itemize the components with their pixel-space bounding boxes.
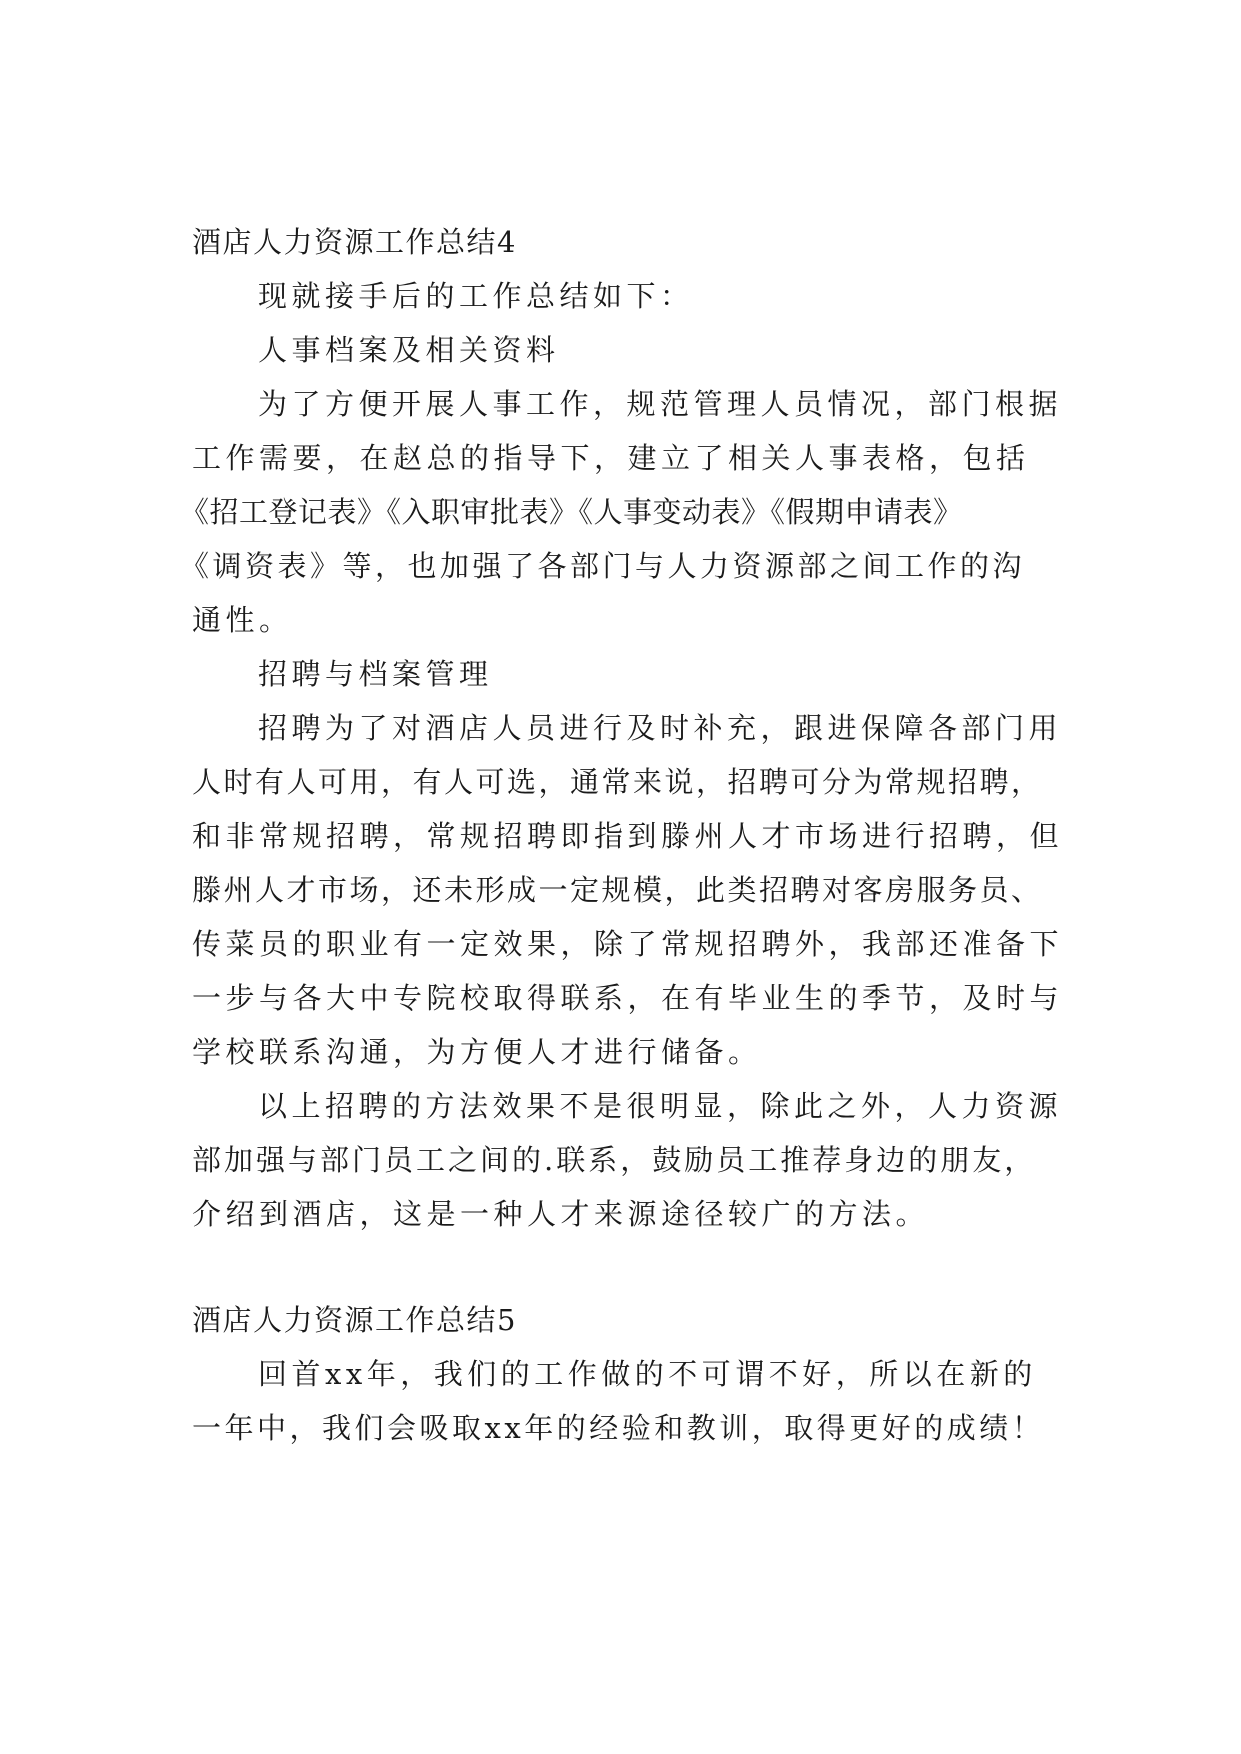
section-5-title: 酒店人力资源工作总结5 bbox=[192, 1303, 517, 1337]
subheading-personnel-files: 人事档案及相关资料 bbox=[258, 333, 560, 367]
paragraph-line: 学校联系沟通，为方便人才进行储备。 bbox=[192, 1035, 762, 1069]
paragraph-line: 通性。 bbox=[192, 603, 293, 637]
section-4-title: 酒店人力资源工作总结4 bbox=[192, 225, 517, 259]
paragraph-line: 一步与各大中专院校取得联系，在有毕业生的季节，及时与 bbox=[192, 981, 1064, 1015]
paragraph-line: 回首xx年，我们的工作做的不可谓不好，所以在新的 bbox=[258, 1357, 1037, 1391]
paragraph-line: 现就接手后的工作总结如下： bbox=[258, 279, 694, 313]
paragraph-line: 一年中，我们会吸取xx年的经验和教训，取得更好的成绩！ bbox=[192, 1411, 1045, 1445]
paragraph-line: 传菜员的职业有一定效果，除了常规招聘外，我部还准备下 bbox=[192, 927, 1064, 961]
subheading-recruitment: 招聘与档案管理 bbox=[258, 657, 493, 691]
paragraph-line: 为了方便开展人事工作，规范管理人员情况，部门根据 bbox=[258, 387, 1063, 421]
paragraph-line: 《调资表》等，也加强了各部门与人力资源部之间工作的沟 bbox=[180, 549, 1026, 583]
paragraph-line: 滕州人才市场，还未形成一定规模，此类招聘对客房服务员、 bbox=[192, 873, 1043, 907]
paragraph-line: 以上招聘的方法效果不是很明显，除此之外，人力资源 bbox=[258, 1089, 1063, 1123]
paragraph-line: 介绍到酒店，这是一种人才来源途径较广的方法。 bbox=[192, 1197, 930, 1231]
paragraph-line: 工作需要，在赵总的指导下，建立了相关人事表格，包括 bbox=[192, 441, 1030, 475]
paragraph-line: 和非常规招聘，常规招聘即指到滕州人才市场进行招聘，但 bbox=[192, 819, 1064, 853]
paragraph-line: 招聘为了对酒店人员进行及时补充，跟进保障各部门用 bbox=[258, 711, 1063, 745]
paragraph-line: 《招工登记表》《入职审批表》《人事变动表》《假期申请表》 bbox=[180, 495, 963, 529]
paragraph-line: 部加强与部门员工之间的.联系，鼓励员工推荐身边的朋友， bbox=[192, 1143, 1037, 1177]
paragraph-line: 人时有人可用，有人可选，通常来说，招聘可分为常规招聘， bbox=[192, 765, 1043, 799]
